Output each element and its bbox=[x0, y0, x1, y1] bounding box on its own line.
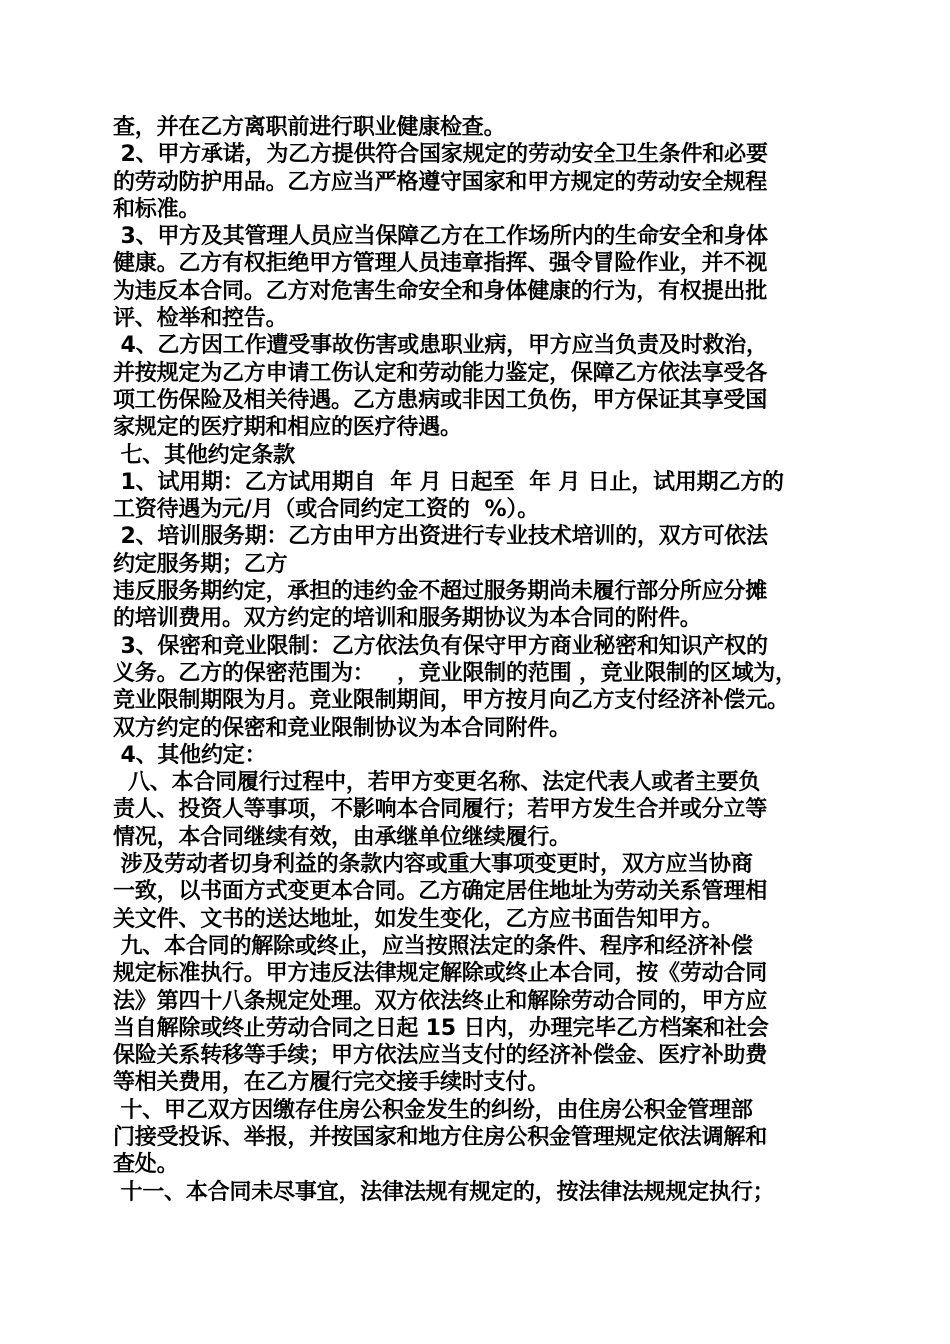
text-line: 查，并在乙方离职前进行职业健康检查。 bbox=[113, 115, 506, 140]
text-line: 竞业限制期限为月。竞业限制期间，甲方按月向乙方支付经济补偿元。 bbox=[113, 688, 789, 714]
text-line: 九、本合同的解除或终止，应当按照法定的条件、程序和经济补偿 bbox=[113, 933, 753, 959]
text-line: 为违反本合同。乙方对危害生命安全和身体健康的行为，有权提出批 bbox=[113, 278, 768, 304]
text-line: 的培训费用。双方约定的培训和服务期协议为本合同的附件。 bbox=[113, 606, 702, 632]
text-line: 法》第四十八条规定处理。双方依法终止和解除劳动合同的，甲方应 bbox=[113, 988, 768, 1014]
text-line: 项工伤保险及相关待遇。乙方患病或非因工负伤，甲方保证其享受国 bbox=[113, 387, 768, 413]
text-line: 保险关系转移等手续；甲方依法应当支付的经济补偿金、医疗补助费 bbox=[113, 1043, 768, 1069]
document-body bbox=[113, 114, 843, 1206]
text-line: 七、其他约定条款 bbox=[113, 442, 295, 468]
text-line: 3、保密和竞业限制：乙方依法负有保守甲方商业秘密和知识产权的 bbox=[113, 633, 768, 659]
text-line: 门接受投诉、举报，并按国家和地方住房公积金管理规定依法调解和 bbox=[113, 1124, 768, 1150]
text-line: 3、甲方及其管理人员应当保障乙方在工作场所内的生命安全和身体 bbox=[113, 224, 768, 250]
text-line: 和标准。 bbox=[113, 196, 201, 222]
text-line: 等相关费用，在乙方履行完交接手续时支付。 bbox=[113, 1070, 550, 1096]
text-line: 十、甲乙双方因缴存住房公积金发生的纠纷，由住房公积金管理部 bbox=[113, 1097, 753, 1123]
text-line: 评、检举和控告。 bbox=[113, 306, 288, 332]
text-line: 当自解除或终止劳动合同之日起 15 日内，办理完毕乙方档案和社会 bbox=[113, 1015, 769, 1041]
text-line: 查处。 bbox=[113, 1152, 179, 1178]
text-line: 义务。乙方的保密范围为： ，竞业限制的范围 ，竞业限制的区域为， bbox=[113, 660, 797, 686]
text-line: 约定服务期；乙方 bbox=[113, 551, 288, 577]
text-line: 关文件、文书的送达地址，如发生变化，乙方应书面告知甲方。 bbox=[113, 906, 724, 932]
text-line: 的劳动防护用品。乙方应当严格遵守国家和甲方规定的劳动安全规程 bbox=[113, 169, 768, 195]
text-line: 十一、本合同未尽事宜，法律法规有规定的，按法律法规规定执行； bbox=[113, 1179, 775, 1205]
text-line: 双方约定的保密和竞业限制协议为本合同附件。 bbox=[113, 715, 571, 741]
text-line: 一致，以书面方式变更本合同。乙方确定居住地址为劳动关系管理相 bbox=[113, 879, 768, 905]
text-line: 2、培训服务期：乙方由甲方出资进行专业技术培训的，双方可依法 bbox=[113, 524, 768, 550]
text-line: 健康。乙方有权拒绝甲方管理人员违章指挥、强令冒险作业，并不视 bbox=[113, 251, 768, 277]
text-line: 工资待遇为元/月（或合同约定工资的 %）。 bbox=[113, 497, 539, 523]
text-line: 八、本合同履行过程中，若甲方变更名称、法定代表人或者主要负 bbox=[113, 770, 761, 796]
text-line: 情况，本合同继续有效，由承继单位继续履行。 bbox=[113, 824, 571, 850]
text-line: 2、甲方承诺，为乙方提供符合国家规定的劳动安全卫生条件和必要 bbox=[113, 142, 768, 168]
text-line: 规定标准执行。甲方违反法律规定解除或终止本合同，按《劳动合同 bbox=[113, 961, 768, 987]
text-line: 违反服务期约定，承担的违约金不超过服务期尚未履行部分所应分摊 bbox=[113, 579, 768, 605]
text-line: 责人、投资人等事项，不影响本合同履行；若甲方发生合并或分立等 bbox=[113, 797, 768, 823]
text-line: 4、其他约定： bbox=[113, 742, 267, 768]
text-line: 家规定的医疗期和相应的医疗待遇。 bbox=[113, 415, 462, 441]
text-line: 1、试用期：乙方试用期自 年 月 日起至 年 月 日止，试用期乙方的 bbox=[113, 469, 784, 495]
text-line: 并按规定为乙方申请工伤认定和劳动能力鉴定，保障乙方依法享受各 bbox=[113, 360, 768, 386]
text-line: 4、乙方因工作遭受事故伤害或患职业病，甲方应当负责及时救治， bbox=[113, 333, 768, 359]
text-line: 涉及劳动者切身利益的条款内容或重大事项变更时，双方应当协商 bbox=[113, 852, 753, 878]
